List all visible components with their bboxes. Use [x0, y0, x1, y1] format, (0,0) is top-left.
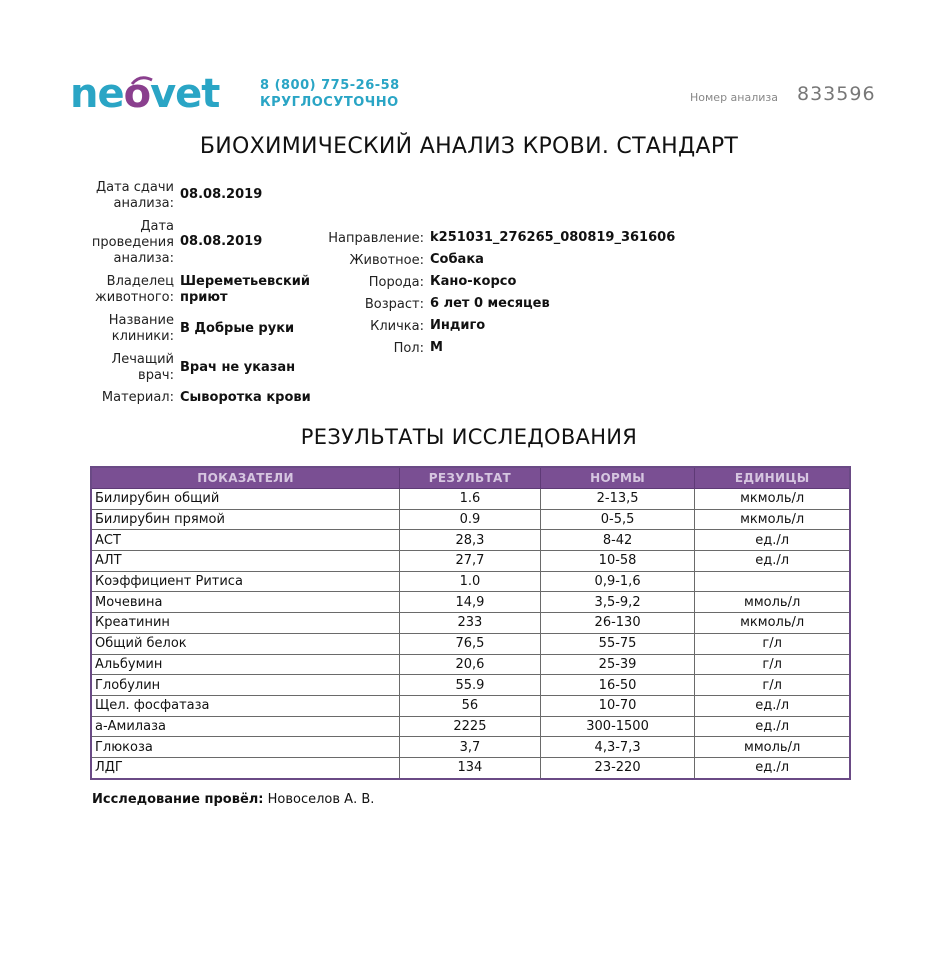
cell-norm: 16-50 — [540, 675, 695, 696]
neovet-logo — [70, 72, 220, 116]
results-table — [90, 466, 851, 780]
cell-indicator: Билирубин общий — [91, 489, 400, 510]
animal-label: Животное: — [349, 253, 424, 268]
label-line: врач: — [138, 368, 174, 383]
submit-date-label — [60, 180, 174, 212]
cell-unit: г/л — [695, 654, 850, 675]
doctor-label — [60, 352, 174, 384]
label-line: клиники: — [111, 329, 174, 344]
cell-unit — [695, 571, 850, 592]
sex-value: М — [430, 340, 443, 355]
cell-indicator: а-Амилаза — [91, 716, 400, 737]
cell-norm: 26-130 — [540, 613, 695, 634]
label-line: Лечащий — [111, 352, 174, 367]
cell-unit: ммоль/л — [695, 737, 850, 758]
cell-result: 0.9 — [400, 509, 541, 530]
pet-name-value: Индиго — [430, 318, 486, 333]
phone-number: 8 (800) 775-26-58 — [260, 78, 400, 93]
cell-indicator: ЛДГ — [91, 757, 400, 778]
performed-by-value: Новоселов А. В. — [267, 792, 375, 807]
cell-result: 1.0 — [400, 571, 541, 592]
perform-date-value: 08.08.2019 — [180, 234, 263, 249]
owner-value — [180, 274, 310, 306]
animal-value: Собака — [430, 252, 484, 267]
results-title: РЕЗУЛЬТАТЫ ИССЛЕДОВАНИЯ — [300, 425, 638, 449]
table-row — [91, 509, 850, 530]
cell-norm: 8-42 — [540, 530, 695, 551]
breed-label: Порода: — [368, 275, 424, 290]
cell-result: 28,3 — [400, 530, 541, 551]
cell-unit: ммоль/л — [695, 592, 850, 613]
header-indicator: ПОКАЗАТЕЛИ — [91, 467, 400, 489]
label-line: анализа: — [113, 251, 174, 266]
cell-unit: ед./л — [695, 757, 850, 778]
cell-indicator: Билирубин прямой — [91, 509, 400, 530]
table-row — [91, 530, 850, 551]
cell-norm: 25-39 — [540, 654, 695, 675]
breed-value: Кано-корсо — [430, 274, 517, 289]
value-line: приют — [180, 290, 228, 305]
cell-norm: 2-13,5 — [540, 489, 695, 510]
material-label: Материал: — [101, 390, 174, 405]
performed-by — [92, 792, 374, 807]
label-line: проведения — [91, 235, 174, 250]
label-line: Название — [108, 313, 174, 328]
cell-result: 14,9 — [400, 592, 541, 613]
logo-text-part-1: ne — [70, 71, 124, 117]
cell-result: 27,7 — [400, 551, 541, 572]
table-row — [91, 757, 850, 778]
cell-unit: г/л — [695, 675, 850, 696]
cell-norm: 10-70 — [540, 695, 695, 716]
cell-indicator: Креатинин — [91, 613, 400, 634]
table-row — [91, 633, 850, 654]
table-header-row — [91, 467, 850, 489]
cell-unit: мкмоль/л — [695, 613, 850, 634]
cell-unit: ед./л — [695, 695, 850, 716]
clinic-value: В Добрые руки — [180, 321, 295, 336]
material-value: Сыворотка крови — [180, 390, 311, 405]
label-line: животного: — [95, 290, 174, 305]
label-line: Дата сдачи — [95, 180, 174, 195]
cell-indicator: Мочевина — [91, 592, 400, 613]
cell-indicator: Щел. фосфатаза — [91, 695, 400, 716]
table-row — [91, 551, 850, 572]
cell-result: 233 — [400, 613, 541, 634]
cell-indicator: Общий белок — [91, 633, 400, 654]
table-row — [91, 716, 850, 737]
table-row — [91, 737, 850, 758]
table-row — [91, 613, 850, 634]
cell-indicator: АСТ — [91, 530, 400, 551]
header-norms: НОРМЫ — [540, 467, 695, 489]
hours-text: КРУГЛОСУТОЧНО — [260, 95, 399, 110]
cell-result: 134 — [400, 757, 541, 778]
value-line: Шереметьевский — [180, 274, 310, 289]
cell-norm: 0,9-1,6 — [540, 571, 695, 592]
cell-norm: 10-58 — [540, 551, 695, 572]
contact-block — [260, 77, 400, 111]
analysis-number: 833596 — [797, 83, 876, 105]
cell-norm: 300-1500 — [540, 716, 695, 737]
header-result: РЕЗУЛЬТАТ — [400, 467, 541, 489]
doctor-value: Врач не указан — [180, 360, 296, 375]
cell-indicator: Коэффициент Ритиса — [91, 571, 400, 592]
cell-norm: 0-5,5 — [540, 509, 695, 530]
header-units: ЕДИНИЦЫ — [695, 467, 850, 489]
logo-swoosh-icon — [70, 74, 220, 88]
referral-label: Направление: — [328, 231, 424, 246]
cell-indicator: АЛТ — [91, 551, 400, 572]
cell-result: 56 — [400, 695, 541, 716]
cell-unit: мкмоль/л — [695, 489, 850, 510]
cell-indicator: Альбумин — [91, 654, 400, 675]
label-line: анализа: — [113, 196, 174, 211]
cell-unit: г/л — [695, 633, 850, 654]
cell-result: 76,5 — [400, 633, 541, 654]
referral-value: k251031_276265_080819_361606 — [430, 230, 676, 245]
cell-norm: 55-75 — [540, 633, 695, 654]
sex-label: Пол: — [393, 341, 424, 356]
cell-unit: мкмоль/л — [695, 509, 850, 530]
cell-norm: 23-220 — [540, 757, 695, 778]
cell-norm: 3,5-9,2 — [540, 592, 695, 613]
table-row — [91, 571, 850, 592]
submit-date-value: 08.08.2019 — [180, 187, 263, 202]
report-title: БИОХИМИЧЕСКИЙ АНАЛИЗ КРОВИ. СТАНДАРТ — [199, 134, 739, 159]
logo-text-part-2: o — [123, 71, 151, 117]
cell-indicator: Глобулин — [91, 675, 400, 696]
cell-result: 1.6 — [400, 489, 541, 510]
performed-by-label: Исследование провёл: — [92, 792, 264, 807]
table-row — [91, 675, 850, 696]
logo-text-part-3: vet — [150, 71, 220, 117]
table-row — [91, 654, 850, 675]
cell-result: 55.9 — [400, 675, 541, 696]
label-line: Дата — [140, 219, 174, 234]
cell-norm: 4,3-7,3 — [540, 737, 695, 758]
pet-name-label: Кличка: — [370, 319, 424, 334]
table-row — [91, 592, 850, 613]
cell-result: 20,6 — [400, 654, 541, 675]
table-row — [91, 489, 850, 510]
analysis-number-label: Номер анализа — [690, 91, 778, 104]
perform-date-label — [60, 219, 174, 267]
cell-result: 3,7 — [400, 737, 541, 758]
owner-label — [60, 274, 174, 306]
cell-unit: ед./л — [695, 551, 850, 572]
cell-unit: ед./л — [695, 530, 850, 551]
table-row — [91, 695, 850, 716]
clinic-label — [60, 313, 174, 345]
cell-unit: ед./л — [695, 716, 850, 737]
cell-result: 2225 — [400, 716, 541, 737]
age-value: 6 лет 0 месяцев — [430, 296, 550, 311]
age-label: Возраст: — [364, 297, 424, 312]
cell-indicator: Глюкоза — [91, 737, 400, 758]
label-line: Владелец — [106, 274, 174, 289]
